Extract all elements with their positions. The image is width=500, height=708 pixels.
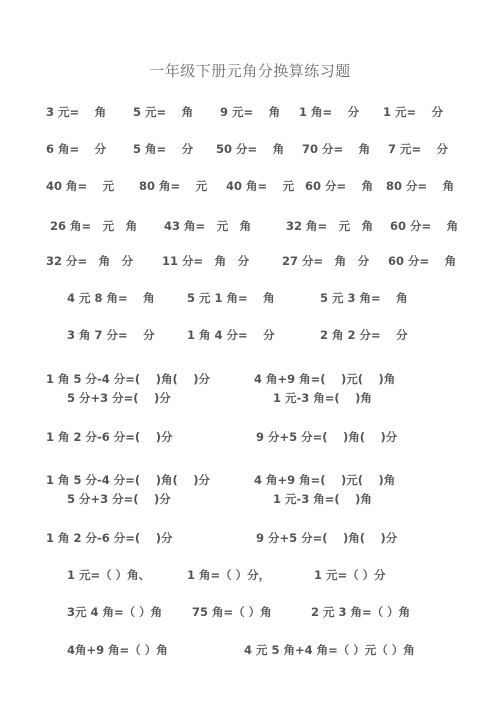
question-12: 80 角= 元 xyxy=(139,179,208,193)
question-26: 5 元 3 角= 角 xyxy=(320,291,408,305)
question-24: 4 元 8 角= 角 xyxy=(67,291,155,305)
question-27: 3 角 7 分= 分 xyxy=(67,328,155,342)
question-49: 4 元 5 角+4 角=（ ）元（ ）角 xyxy=(244,643,415,657)
page-title: 一年级下册元角分换算练习题 xyxy=(149,62,351,80)
question-1: 3 元= 角 xyxy=(46,105,107,119)
question-20: 32 分= 角 分 xyxy=(46,254,134,268)
question-10: 7 元= 分 xyxy=(388,142,449,156)
question-23: 60 分= 角 xyxy=(388,254,457,268)
question-7: 5 角= 分 xyxy=(133,142,194,156)
question-22: 27 分= 角 分 xyxy=(282,254,370,268)
question-4: 1 角= 分 xyxy=(299,105,360,119)
question-41: 9 分+5 分=( )角( )分 xyxy=(256,531,398,545)
question-40: 1 角 2 分-6 分=( )分 xyxy=(46,531,173,545)
question-44: 1 元=（ ）分 xyxy=(314,568,386,582)
question-30: 1 角 5 分-4 分=( )角( )分 xyxy=(46,372,210,386)
question-34: 1 角 2 分-6 分=( )分 xyxy=(46,430,173,444)
question-37: 4 角+9 角=( )元( )角 xyxy=(254,473,396,487)
question-14: 60 分= 角 xyxy=(305,179,374,193)
question-39: 1 元-3 角=( )角 xyxy=(273,492,372,506)
question-3: 9 元= 角 xyxy=(220,105,281,119)
question-38: 5 分+3 分=( )分 xyxy=(67,492,171,506)
question-42: 1 元=（ ）角、 xyxy=(67,568,151,582)
question-29: 2 角 2 分= 分 xyxy=(320,328,408,342)
question-46: 75 角=（ ）角 xyxy=(192,605,272,619)
question-33: 1 元-3 角=( )角 xyxy=(273,391,372,405)
question-28: 1 角 4 分= 分 xyxy=(187,328,275,342)
question-15: 80 分= 角 xyxy=(386,179,455,193)
question-21: 11 分= 角 分 xyxy=(162,254,250,268)
question-6: 6 角= 分 xyxy=(46,142,107,156)
question-32: 5 分+3 分=( )分 xyxy=(67,391,171,405)
question-47: 2 元 3 角=（ ）角 xyxy=(311,605,411,619)
question-17: 43 角= 元 角 xyxy=(164,219,252,233)
question-11: 40 角= 元 xyxy=(46,179,115,193)
question-8: 50 分= 角 xyxy=(216,142,285,156)
question-25: 5 元 1 角= 角 xyxy=(187,291,275,305)
question-19: 60 分= 角 xyxy=(390,219,459,233)
question-5: 1 元= 分 xyxy=(383,105,444,119)
question-31: 4 角+9 角=( )元( )角 xyxy=(254,372,396,386)
question-18: 32 角= 元 角 xyxy=(286,219,374,233)
question-48: 4角+9 角=（ ）角 xyxy=(67,643,168,657)
question-16: 26 角= 元 角 xyxy=(50,219,138,233)
question-13: 40 角= 元 xyxy=(226,179,295,193)
question-36: 1 角 5 分-4 分=( )角( )分 xyxy=(46,473,210,487)
question-9: 70 分= 角 xyxy=(302,142,371,156)
question-45: 3元 4 角=（ ）角 xyxy=(67,605,163,619)
question-2: 5 元= 角 xyxy=(133,105,194,119)
question-35: 9 分+5 分=( )角( )分 xyxy=(256,430,398,444)
question-43: 1 角=（ ）分， xyxy=(187,568,271,582)
